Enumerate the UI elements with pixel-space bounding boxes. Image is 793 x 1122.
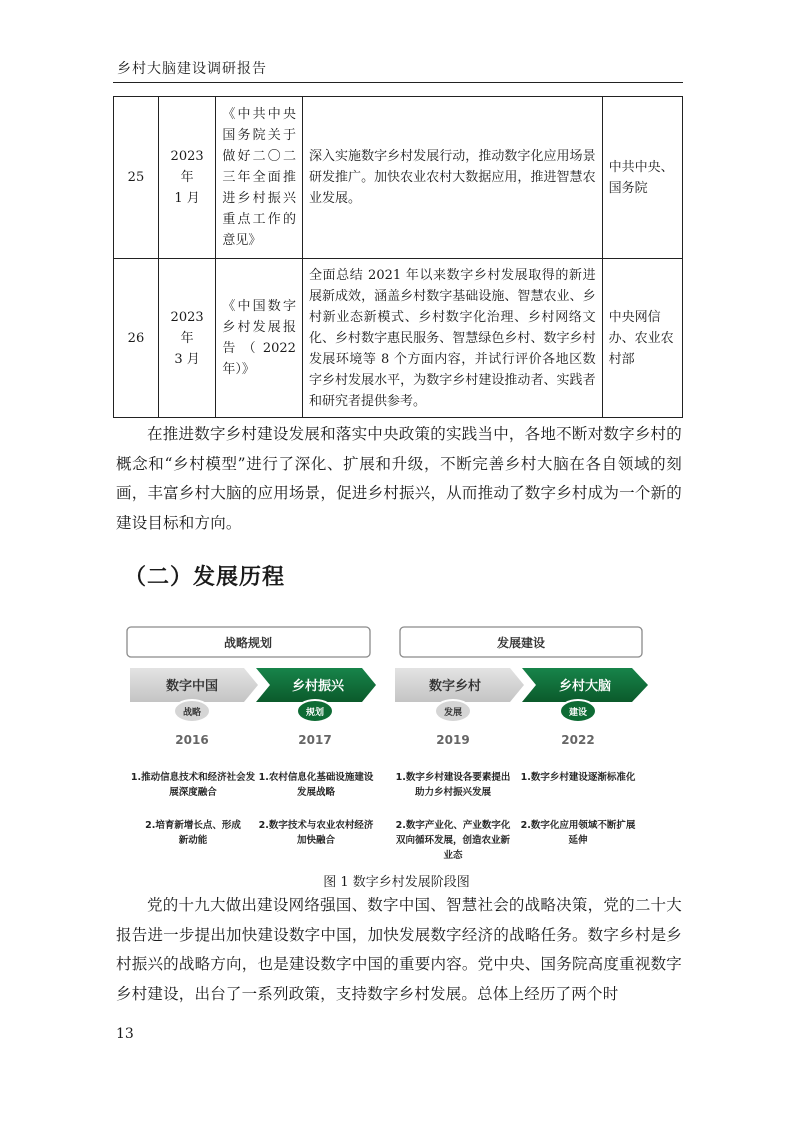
stage-point: 1.推动信息技术和经济社会发展深度融合: [130, 772, 256, 798]
stage-name-digital-china: 数字中国: [165, 679, 219, 694]
development-stage-figure: [122, 622, 662, 866]
stage-point-box: [130, 770, 256, 810]
table-row: [114, 97, 683, 259]
stage-point: 1.数字乡村建设各要素提出助力乡村振兴发展: [395, 772, 511, 798]
stage-point: 2.数字化应用领域不断扩展延伸: [520, 820, 636, 846]
stage-badge: 建设: [568, 708, 588, 718]
stage-name-digital-village: 数字乡村: [428, 679, 482, 694]
stage-year: 2022: [561, 733, 595, 747]
row-policy-title: 《中国数字乡村发展报告（2022年）》: [216, 259, 303, 418]
row-department: 中央网信办、农业农村部: [602, 259, 682, 418]
stage-badge: 规划: [305, 708, 325, 718]
row-number: 25: [114, 97, 159, 259]
stage-point-box: [130, 818, 256, 858]
stage-point-box: [392, 818, 514, 866]
running-header: 乡村大脑建设调研报告: [117, 61, 267, 77]
row-date-year: 2023 年: [170, 149, 204, 185]
stage-badge: 战略: [182, 708, 202, 718]
row-date: [158, 259, 215, 418]
body-paragraph: 在推进数字乡村建设发展和落实中央政策的实践当中，各地不断对数字乡村的概念和“乡村模型”进行了深化、扩展和升级，不断完善乡村大脑在各自领域的刻画，丰富乡村大脑的应用场景，促进乡村振兴，从而推动了数字乡村成为一个新的建设目标和方向。: [116, 425, 682, 532]
stage-name-rural-brain: 乡村大脑: [558, 679, 612, 694]
section-heading: （二）发展历程: [124, 565, 286, 590]
stage-point-box: [256, 818, 376, 858]
stage-point: 2.培育新增长点、形成新动能: [145, 820, 241, 846]
group-label-strategy: 战略规划: [223, 636, 273, 650]
stage-point-box: [518, 818, 638, 858]
header-rule: [113, 82, 683, 83]
row-date-month: 3 月: [174, 351, 200, 367]
stage-name-rural-revitalization: 乡村振兴: [291, 679, 345, 694]
stage-point-box: [256, 770, 376, 810]
stage-point: 1.数字乡村建设逐渐标准化: [520, 772, 636, 783]
stage-point-box: [392, 770, 514, 810]
table-row: [114, 259, 683, 418]
row-number: 26: [114, 259, 159, 418]
page-number: 13: [116, 1026, 134, 1042]
stage-point-box: [518, 770, 638, 810]
body-paragraph: 党的十九大做出建设网络强国、数字中国、智慧社会的战略决策，党的二十大报告进一步提出加快建设数字中国，加快发展数字经济的战略任务。数字乡村是乡村振兴的战略方向，也是建设数字中国的重要内容。党中央、国务院高度重视数字乡村建设，出台了一系列政策，支持数字乡村发展。总体上经历了两个时: [116, 896, 682, 1003]
stage-point: 1.农村信息化基础设施建设发展战略: [258, 772, 374, 798]
group-label-construction: 发展建设: [496, 636, 546, 650]
stage-year: 2017: [298, 733, 332, 747]
row-policy-content: 深入实施数字乡村发展行动，推动数字化应用场景研发推广。加快农业农村大数据应用，推进智慧农业发展。: [302, 97, 602, 259]
row-policy-title: 《中共中央国务院关于做好二〇二三年全面推进乡村振兴重点工作的意见》: [216, 97, 303, 259]
row-date: [158, 97, 215, 259]
stage-year: 2019: [436, 733, 470, 747]
stage-point: 2.数字产业化、产业数字化双向循环发展，创造农业新业态: [395, 820, 511, 861]
stage-badge: 发展: [443, 708, 463, 718]
stage-year: 2016: [175, 733, 209, 747]
figure-caption: 图 1 数字乡村发展阶段图: [323, 875, 470, 890]
row-date-year: 2023 年: [170, 309, 204, 346]
row-date-month: 1 月: [174, 191, 200, 206]
row-policy-content: 全面总结 2021 年以来数字乡村发展取得的新进展新成效，涵盖乡村数字基础设施、智慧农业、乡村新业态新模式、乡村数字化治理、乡村网络文化、乡村数字惠民服务、智慧绿色乡村、数字乡村发展环境等 8 个方面内容，并试行评价各地区数字乡村发展水平，为数字乡村建设推动者、实践者和研究者提供参考。: [302, 259, 602, 418]
row-department: 中共中央、国务院: [602, 97, 682, 259]
policy-table: [113, 96, 683, 418]
stage-point: 2.数字技术与农业农村经济加快融合: [258, 820, 374, 846]
